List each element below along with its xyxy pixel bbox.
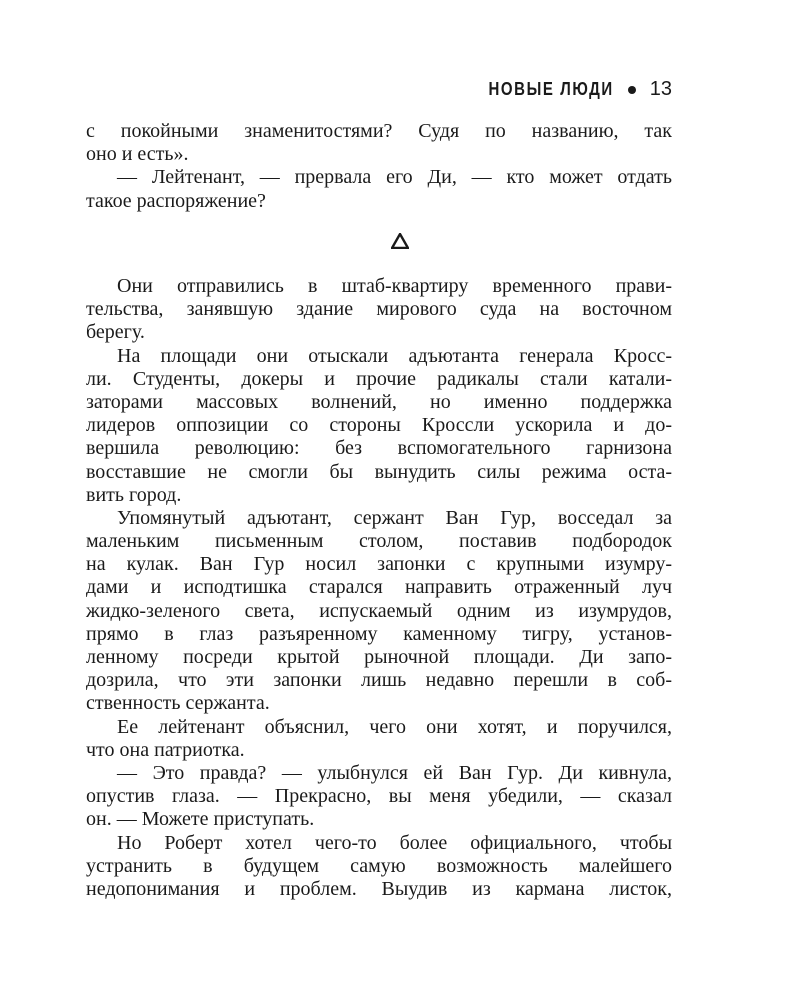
text-line: опустив глаза. — Прекрасно, вы меня убедили, — сказал <box>86 785 672 808</box>
text-line: вершила революцию: без вспомогательного гарнизона <box>86 437 672 460</box>
text-line: с покойными знаменитостями? Судя по названию, так <box>86 120 672 142</box>
text-line: ленному посреди крытой рыночной площади. Ди запо- <box>86 646 672 668</box>
text-line: такое распоряжение? <box>86 189 266 212</box>
page-number: 13 <box>649 78 672 100</box>
text-line: маленьким письменным столом, поставив подбородок <box>86 530 672 553</box>
text-line: На площади они отыскали адъютанта генерала Кросс- <box>117 344 672 367</box>
text-line: на кулак. Ван Гур носил запонки с крупными изумру- <box>86 553 672 576</box>
text-line: Упомянутый адъютант, сержант Ван Гур, восседал за <box>117 506 672 529</box>
text-line: восставшие не смогли бы вынудить силы режима оста- <box>86 460 672 483</box>
text-line: недопонимания и проблем. Выудив из кармана листок, <box>86 877 672 900</box>
section-separator <box>0 233 800 254</box>
text-line: лидеров оппозиции со стороны Кроссли ускорила и до- <box>86 414 672 437</box>
text-line: он. — Можете приступать. <box>86 808 315 831</box>
text-block-top <box>86 120 672 213</box>
text-line: Но Роберт хотел чего-то более официального, чтобы <box>117 831 672 854</box>
text-line: прямо в глаз разъяренному каменному тигру, установ- <box>86 622 672 645</box>
text-line: что она патриотка. <box>86 738 245 761</box>
text-block-main <box>86 275 672 901</box>
book-title: НОВЫЕ ЛЮДИ <box>488 78 614 101</box>
bullet-icon <box>628 86 636 94</box>
text-line: берегу. <box>86 321 145 344</box>
text-line: устранить в будущем самую возможность малейшего <box>86 854 672 877</box>
text-line: ственность сержанта. <box>86 692 270 715</box>
text-line: дозрила, что эти запонки лишь недавно перешли в соб- <box>86 669 672 692</box>
text-line: тельства, занявшую здание мирового суда на восточном <box>86 298 672 321</box>
text-line: ли. Студенты, докеры и прочие радикалы стали катали- <box>86 367 672 390</box>
running-header <box>488 78 672 101</box>
text-line: заторами массовых волнений, но именно поддержка <box>86 390 672 413</box>
text-line: Ее лейтенант объяснил, чего они хотят, и поручился, <box>117 715 672 738</box>
text-line: вить город. <box>86 483 182 506</box>
text-line: — Это правда? — улыбнулся ей Ван Гур. Ди кивнула, <box>117 761 672 784</box>
text-line: жидко-зеленого света, испускаемый одним из изумрудов, <box>86 599 672 622</box>
text-line: оно и есть». <box>86 143 189 166</box>
text-line: — Лейтенант, — прервала его Ди, — кто может отдать <box>117 166 672 189</box>
text-line: Они отправились в штаб-квартиру временного прави- <box>117 275 672 297</box>
text-line: дами и исподтишка старался направить отраженный луч <box>86 576 672 599</box>
triangle-separator-icon <box>391 233 409 249</box>
